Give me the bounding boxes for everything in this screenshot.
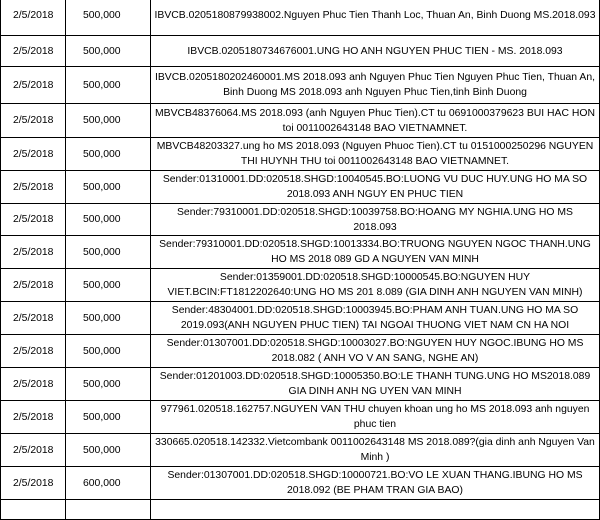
amount-cell: 500,000 (66, 236, 151, 269)
table-row (1, 138, 600, 171)
table-row (1, 171, 600, 204)
description-cell: Sender:01310001.DD:020518.SHGD:10040545.BO:LUONG VU DUC HUY.UNG HO MA SO 2018.093 ANH NGUY EN PHUC TIEN (151, 171, 600, 204)
description-cell (151, 500, 600, 520)
table-row (1, 500, 600, 520)
table-row (1, 204, 600, 236)
amount-cell: 500,000 (66, 269, 151, 302)
table-row (1, 302, 600, 335)
date-cell: 2/5/2018 (1, 0, 66, 36)
date-cell: 2/5/2018 (1, 368, 66, 401)
description-cell: Sender:48304001.DD:020518.SHGD:10003945.BO:PHAM ANH TUAN.UNG HO MA SO 2019.093(ANH NGUYEN PHUC TIEN) TAI NGOAI THUONG VIET NAM CN HA NOI (151, 302, 600, 335)
description-cell: Sender:01307001.DD:020518.SHGD:10003027.BO:NGUYEN HUY NGOC.IBUNG HO MS 2018.082 ( ANH VO V AN SANG, NGHE AN) (151, 335, 600, 368)
description-cell: 977961.020518.162757.NGUYEN VAN THU chuyen khoan ung ho MS 2018.093 anh nguyen phuc tien (151, 401, 600, 434)
description-cell: MBVCB48203327.ung ho MS 2018.093 (Nguyen Phuoc Tien).CT tu 0151000250296 NGUYEN THI HUYNH THU toi 0011002643148 BAO VIETNAMNET. (151, 138, 600, 171)
amount-cell: 500,000 (66, 335, 151, 368)
amount-cell: 500,000 (66, 434, 151, 467)
amount-cell: 500,000 (66, 401, 151, 434)
date-cell: 2/5/2018 (1, 236, 66, 269)
table-row (1, 335, 600, 368)
date-cell: 2/5/2018 (1, 36, 66, 67)
table-row (1, 401, 600, 434)
table-row (1, 368, 600, 401)
table-row (1, 36, 600, 67)
description-cell: Sender:79310001.DD:020518.SHGD:10013334.BO:TRUONG NGUYEN NGOC THANH.UNG HO MS 2018 089 GD A NGUYEN VAN MINH (151, 236, 600, 269)
date-cell: 2/5/2018 (1, 104, 66, 138)
date-cell: 2/5/2018 (1, 434, 66, 467)
amount-cell: 500,000 (66, 204, 151, 236)
description-cell: Sender:01201003.DD:020518.SHGD:10005350.BO:LE THANH TUNG.UNG HO MS2018.089 GIA DINH ANH NG UYEN VAN MINH (151, 368, 600, 401)
amount-cell (66, 500, 151, 520)
description-cell: 330665.020518.142332.Vietcombank 0011002643148 MS 2018.089?(gia dinh anh Nguyen Van Minh ) (151, 434, 600, 467)
date-cell: 2/5/2018 (1, 302, 66, 335)
description-cell: MBVCB48376064.MS 2018.093 (anh Nguyen Phuc Tien).CT tu 0691000379623 BUI HAC HON toi 0011002643148 BAO VIETNAMNET. (151, 104, 600, 138)
date-cell: 2/5/2018 (1, 467, 66, 500)
amount-cell: 500,000 (66, 36, 151, 67)
amount-cell: 500,000 (66, 302, 151, 335)
amount-cell: 500,000 (66, 171, 151, 204)
description-cell: IBVCB.0205180734676001.UNG HO ANH NGUYEN PHUC TIEN - MS. 2018.093 (151, 36, 600, 67)
description-cell: IBVCB.0205180202460001.MS 2018.093 anh Nguyen Phuc Tien Nguyen Phuc Tien, Thuan An, Binh Duong MS 2018.093 anh Nguyen Phuc Tien,tinh Binh Duong (151, 67, 600, 104)
date-cell: 2/5/2018 (1, 335, 66, 368)
date-cell: 2/5/2018 (1, 138, 66, 171)
description-cell: IBVCB.0205180879938002.Nguyen Phuc Tien Thanh Loc, Thuan An, Binh Duong MS.2018.093 (151, 0, 600, 36)
table-row (1, 0, 600, 36)
date-cell: 2/5/2018 (1, 269, 66, 302)
date-cell: 2/5/2018 (1, 171, 66, 204)
description-cell: Sender:79310001.DD:020518.SHGD:10039758.BO:HOANG MY NGHIA.UNG HO MS 2018.093 (151, 204, 600, 236)
amount-cell: 500,000 (66, 104, 151, 138)
amount-cell: 500,000 (66, 368, 151, 401)
amount-cell: 600,000 (66, 467, 151, 500)
table-row (1, 434, 600, 467)
date-cell (1, 500, 66, 520)
amount-cell: 500,000 (66, 0, 151, 36)
amount-cell: 500,000 (66, 67, 151, 104)
table-row (1, 104, 600, 138)
date-cell: 2/5/2018 (1, 204, 66, 236)
amount-cell: 500,000 (66, 138, 151, 171)
table-row (1, 467, 600, 500)
date-cell: 2/5/2018 (1, 67, 66, 104)
table-row (1, 269, 600, 302)
description-cell: Sender:01307001.DD:020518.SHGD:10000721.BO:VO LE XUAN THANG.IBUNG HO MS 2018.092 (BE PHAM TRAN GIA BAO) (151, 467, 600, 500)
description-cell: Sender:01359001.DD:020518.SHGD:10000545.BO:NGUYEN HUY VIET.BCIN:FT1812202640:UNG HO MS 201 8.089 (GIA DINH ANH NGUYEN VAN MINH) (151, 269, 600, 302)
date-cell: 2/5/2018 (1, 401, 66, 434)
table-row (1, 236, 600, 269)
table-row (1, 67, 600, 104)
